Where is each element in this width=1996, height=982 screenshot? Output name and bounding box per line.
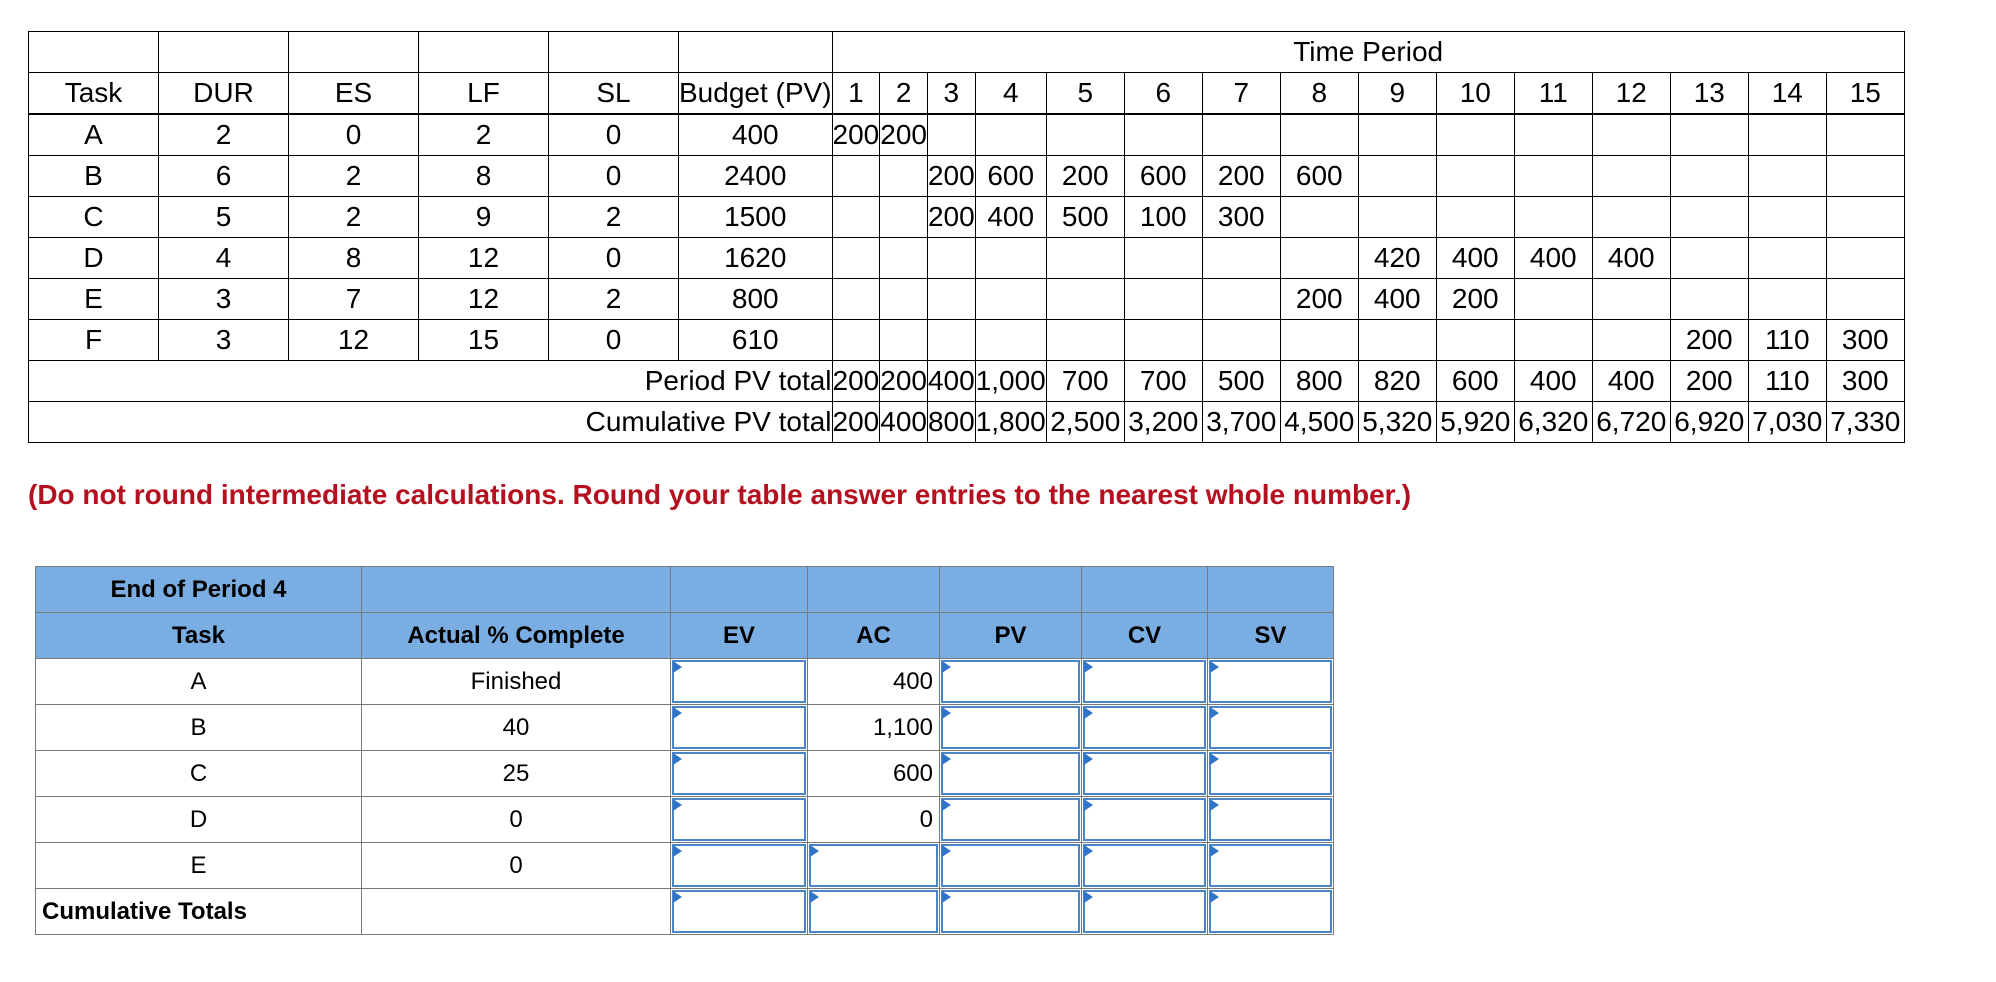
period-pv-total-row xyxy=(29,361,1905,402)
cell-task: C xyxy=(29,197,159,238)
answer-header-cv: CV xyxy=(1082,613,1208,659)
period-header: 5 xyxy=(1046,73,1124,115)
ac-e-input[interactable] xyxy=(809,844,938,887)
period-cell: 400 xyxy=(1592,238,1670,279)
period-cell: 200 xyxy=(1436,279,1514,320)
answer-row-task-a xyxy=(36,659,1334,705)
cell-lf: 8 xyxy=(419,156,549,197)
ev-c-input[interactable] xyxy=(672,752,806,795)
period-cell xyxy=(1358,156,1436,197)
pv-total-input[interactable] xyxy=(941,890,1080,933)
answer-row-task-e xyxy=(36,843,1334,889)
answer-task: A xyxy=(36,659,362,705)
pv-e-input[interactable] xyxy=(941,844,1080,887)
period-cell: 400 xyxy=(975,197,1046,238)
period-cell xyxy=(1514,114,1592,156)
period-header: 8 xyxy=(1280,73,1358,115)
period-cell xyxy=(1826,156,1904,197)
sv-a-cell xyxy=(1208,659,1334,705)
period-cell xyxy=(1358,320,1436,361)
total-cell: 820 xyxy=(1358,361,1436,402)
cv-d-input[interactable] xyxy=(1083,798,1206,841)
period-cell xyxy=(1046,320,1124,361)
period-cell xyxy=(1592,320,1670,361)
cv-e-cell xyxy=(1082,843,1208,889)
actual-pct-complete: 25 xyxy=(362,751,671,797)
period-cell xyxy=(1358,197,1436,238)
total-cell: 3,700 xyxy=(1202,402,1280,443)
cell-dur: 5 xyxy=(159,197,289,238)
cell-budget: 400 xyxy=(679,114,833,156)
cv-d-cell xyxy=(1082,797,1208,843)
cell-lf: 12 xyxy=(419,238,549,279)
period-cell xyxy=(1280,320,1358,361)
period-cell: 600 xyxy=(1124,156,1202,197)
total-cell: 5,920 xyxy=(1436,402,1514,443)
cell-sl: 0 xyxy=(549,156,679,197)
total-cell: 800 xyxy=(1280,361,1358,402)
total-cell: 1,000 xyxy=(975,361,1046,402)
period-cell xyxy=(1670,279,1748,320)
schedule-table xyxy=(28,31,1905,443)
cell-budget: 610 xyxy=(679,320,833,361)
ac-value: 400 xyxy=(808,659,940,705)
pv-d-input[interactable] xyxy=(941,798,1080,841)
answer-header-row xyxy=(36,613,1334,659)
cv-e-input[interactable] xyxy=(1083,844,1206,887)
period-cell: 200 xyxy=(832,114,880,156)
period-cell xyxy=(1046,238,1124,279)
cell-es: 2 xyxy=(289,156,419,197)
period-cell xyxy=(1358,114,1436,156)
cell-task: D xyxy=(29,238,159,279)
cell-lf: 12 xyxy=(419,279,549,320)
cumulative-pv-total-row-label: Cumulative PV total xyxy=(29,402,833,443)
cell-task: B xyxy=(29,156,159,197)
period-cell: 110 xyxy=(1748,320,1826,361)
period-cell xyxy=(927,238,975,279)
sv-a-input[interactable] xyxy=(1209,660,1332,703)
period-cell xyxy=(975,279,1046,320)
period-cell xyxy=(1592,279,1670,320)
total-cell: 4,500 xyxy=(1280,402,1358,443)
period-header: 1 xyxy=(832,73,880,115)
period-cell xyxy=(1436,197,1514,238)
ev-a-cell xyxy=(671,659,808,705)
period-cell xyxy=(1592,197,1670,238)
cell-budget: 1500 xyxy=(679,197,833,238)
cell-dur: 4 xyxy=(159,238,289,279)
period-cell: 420 xyxy=(1358,238,1436,279)
cv-total-cell xyxy=(1082,889,1208,935)
answer-header-actual-pct-complete: Actual % Complete xyxy=(362,613,671,659)
actual-pct-complete: 40 xyxy=(362,705,671,751)
answer-task: B xyxy=(36,705,362,751)
schedule-row-task-c xyxy=(29,197,1905,238)
total-cell: 800 xyxy=(927,402,975,443)
period-cell xyxy=(1826,238,1904,279)
cell-es: 2 xyxy=(289,197,419,238)
cell-lf: 15 xyxy=(419,320,549,361)
answer-header-ev: EV xyxy=(671,613,808,659)
cell-es: 0 xyxy=(289,114,419,156)
cell-budget: 1620 xyxy=(679,238,833,279)
period-cell xyxy=(880,238,928,279)
cell-es: 8 xyxy=(289,238,419,279)
pv-a-cell xyxy=(940,659,1082,705)
ev-d-cell xyxy=(671,797,808,843)
cell-es: 7 xyxy=(289,279,419,320)
pv-c-cell xyxy=(940,751,1082,797)
period-cell xyxy=(1748,238,1826,279)
cv-c-input[interactable] xyxy=(1083,752,1206,795)
total-cell: 6,320 xyxy=(1514,402,1592,443)
period-cell: 200 xyxy=(1202,156,1280,197)
period-cell xyxy=(880,279,928,320)
period-cell: 200 xyxy=(880,114,928,156)
actual-pct-complete: Finished xyxy=(362,659,671,705)
sv-c-cell xyxy=(1208,751,1334,797)
period-cell xyxy=(1124,320,1202,361)
cell-sl: 2 xyxy=(549,279,679,320)
period-cell xyxy=(832,156,880,197)
header-dur: DUR xyxy=(159,73,289,115)
period-cell xyxy=(1046,114,1124,156)
total-cell: 7,030 xyxy=(1748,402,1826,443)
cell-dur: 3 xyxy=(159,320,289,361)
period-cell xyxy=(880,320,928,361)
totals-pct-blank xyxy=(362,889,671,935)
ev-total-input[interactable] xyxy=(672,890,806,933)
answer-task: E xyxy=(36,843,362,889)
rounding-note: (Do not round intermediate calculations. Round your table answer entries to the nearest whole number.) xyxy=(28,479,1412,510)
period-cell xyxy=(1124,114,1202,156)
period-cell xyxy=(1748,197,1826,238)
total-cell: 5,320 xyxy=(1358,402,1436,443)
total-cell: 400 xyxy=(1514,361,1592,402)
ac-e-cell xyxy=(808,843,940,889)
cell-task: F xyxy=(29,320,159,361)
period-cell: 600 xyxy=(975,156,1046,197)
cell-sl: 0 xyxy=(549,320,679,361)
period-cell xyxy=(1826,279,1904,320)
period-cell xyxy=(1748,114,1826,156)
cumulative-totals-label: Cumulative Totals xyxy=(36,889,362,935)
pv-b-input[interactable] xyxy=(941,706,1080,749)
cell-es: 12 xyxy=(289,320,419,361)
cell-sl: 2 xyxy=(549,197,679,238)
total-cell: 6,720 xyxy=(1592,402,1670,443)
ev-b-cell xyxy=(671,705,808,751)
period-cell: 300 xyxy=(1202,197,1280,238)
answer-row-task-b xyxy=(36,705,1334,751)
period-cell xyxy=(832,197,880,238)
cell-budget: 2400 xyxy=(679,156,833,197)
header-es: ES xyxy=(289,73,419,115)
period-cell xyxy=(1826,197,1904,238)
total-cell: 400 xyxy=(1592,361,1670,402)
answer-task: D xyxy=(36,797,362,843)
ev-e-input[interactable] xyxy=(672,844,806,887)
total-cell: 700 xyxy=(1046,361,1124,402)
header-task: Task xyxy=(29,73,159,115)
period-cell xyxy=(832,279,880,320)
sv-d-cell xyxy=(1208,797,1334,843)
cell-dur: 6 xyxy=(159,156,289,197)
period-cell xyxy=(1592,156,1670,197)
period-cell xyxy=(927,279,975,320)
cv-a-cell xyxy=(1082,659,1208,705)
cell-budget: 800 xyxy=(679,279,833,320)
period-cell: 200 xyxy=(927,156,975,197)
total-cell: 700 xyxy=(1124,361,1202,402)
time-period-label: Time Period xyxy=(832,32,1904,73)
cell-task: E xyxy=(29,279,159,320)
sv-e-input[interactable] xyxy=(1209,844,1332,887)
period-cell xyxy=(880,156,928,197)
period-cell xyxy=(1280,238,1358,279)
ev-e-cell xyxy=(671,843,808,889)
total-cell: 200 xyxy=(832,402,880,443)
earned-value-answer-table xyxy=(35,566,1334,935)
answer-header-pv: PV xyxy=(940,613,1082,659)
total-cell: 7,330 xyxy=(1826,402,1904,443)
period-cell xyxy=(1436,114,1514,156)
cell-dur: 3 xyxy=(159,279,289,320)
period-cell xyxy=(1670,156,1748,197)
pv-b-cell xyxy=(940,705,1082,751)
schedule-row-task-f xyxy=(29,320,1905,361)
ac-value: 0 xyxy=(808,797,940,843)
total-cell: 200 xyxy=(1670,361,1748,402)
header-sl: SL xyxy=(549,73,679,115)
answer-header-ac: AC xyxy=(808,613,940,659)
total-cell: 200 xyxy=(880,361,928,402)
cv-b-cell xyxy=(1082,705,1208,751)
period-cell xyxy=(1436,156,1514,197)
cv-c-cell xyxy=(1082,751,1208,797)
sv-c-input[interactable] xyxy=(1209,752,1332,795)
cell-sl: 0 xyxy=(549,114,679,156)
ev-total-cell xyxy=(671,889,808,935)
time-period-row xyxy=(29,32,1905,73)
period-cell: 500 xyxy=(1046,197,1124,238)
pv-a-input[interactable] xyxy=(941,660,1080,703)
ac-value: 1,100 xyxy=(808,705,940,751)
ac-total-input[interactable] xyxy=(809,890,938,933)
period-cell: 300 xyxy=(1826,320,1904,361)
answer-row-task-d xyxy=(36,797,1334,843)
answer-header-sv: SV xyxy=(1208,613,1334,659)
period-cell: 200 xyxy=(1670,320,1748,361)
ev-a-input[interactable] xyxy=(672,660,806,703)
sv-total-input[interactable] xyxy=(1209,890,1332,933)
period-cell: 100 xyxy=(1124,197,1202,238)
period-cell xyxy=(1670,114,1748,156)
period-pv-total-row-label: Period PV total xyxy=(29,361,833,402)
total-cell: 200 xyxy=(832,361,880,402)
schedule-row-task-a xyxy=(29,114,1905,156)
schedule-row-task-e xyxy=(29,279,1905,320)
total-cell: 300 xyxy=(1826,361,1904,402)
cv-a-input[interactable] xyxy=(1083,660,1206,703)
period-header: 6 xyxy=(1124,73,1202,115)
period-header: 15 xyxy=(1826,73,1904,115)
period-cell: 200 xyxy=(927,197,975,238)
period-cell xyxy=(1046,279,1124,320)
header-lf: LF xyxy=(419,73,549,115)
period-header: 3 xyxy=(927,73,975,115)
period-cell xyxy=(927,114,975,156)
period-cell xyxy=(1514,320,1592,361)
period-cell: 400 xyxy=(1436,238,1514,279)
total-cell: 600 xyxy=(1436,361,1514,402)
sv-total-cell xyxy=(1208,889,1334,935)
period-header: 7 xyxy=(1202,73,1280,115)
cell-lf: 9 xyxy=(419,197,549,238)
period-cell xyxy=(1514,156,1592,197)
pv-d-cell xyxy=(940,797,1082,843)
schedule-header-row xyxy=(29,73,1905,115)
cumulative-pv-total-row xyxy=(29,402,1905,443)
answer-totals-row xyxy=(36,889,1334,935)
answer-task: C xyxy=(36,751,362,797)
total-cell: 1,800 xyxy=(975,402,1046,443)
period-cell xyxy=(975,320,1046,361)
period-cell xyxy=(975,238,1046,279)
period-cell: 400 xyxy=(1514,238,1592,279)
period-cell xyxy=(1826,114,1904,156)
actual-pct-complete: 0 xyxy=(362,797,671,843)
period-cell xyxy=(880,197,928,238)
cv-b-input[interactable] xyxy=(1083,706,1206,749)
schedule-row-task-d xyxy=(29,238,1905,279)
total-cell: 2,500 xyxy=(1046,402,1124,443)
cell-dur: 2 xyxy=(159,114,289,156)
period-cell xyxy=(1514,279,1592,320)
actual-pct-complete: 0 xyxy=(362,843,671,889)
period-cell xyxy=(927,320,975,361)
schedule-row-task-b xyxy=(29,156,1905,197)
ac-value: 600 xyxy=(808,751,940,797)
period-header: 2 xyxy=(880,73,928,115)
period-cell xyxy=(1202,320,1280,361)
period-cell xyxy=(1202,114,1280,156)
sv-b-cell xyxy=(1208,705,1334,751)
period-header: 11 xyxy=(1514,73,1592,115)
period-cell xyxy=(975,114,1046,156)
total-cell: 3,200 xyxy=(1124,402,1202,443)
period-header: 10 xyxy=(1436,73,1514,115)
sv-e-cell xyxy=(1208,843,1334,889)
ev-b-input[interactable] xyxy=(672,706,806,749)
pv-e-cell xyxy=(940,843,1082,889)
period-cell xyxy=(1592,114,1670,156)
period-header: 13 xyxy=(1670,73,1748,115)
period-cell xyxy=(1670,238,1748,279)
total-cell: 110 xyxy=(1748,361,1826,402)
period-cell: 200 xyxy=(1046,156,1124,197)
cell-sl: 0 xyxy=(549,238,679,279)
period-cell xyxy=(1280,197,1358,238)
header-budget: Budget (PV) xyxy=(679,73,833,115)
period-cell xyxy=(1202,279,1280,320)
sv-b-input[interactable] xyxy=(1209,706,1332,749)
pv-total-cell xyxy=(940,889,1082,935)
period-cell xyxy=(1124,279,1202,320)
ev-c-cell xyxy=(671,751,808,797)
period-cell xyxy=(1436,320,1514,361)
answer-row-task-c xyxy=(36,751,1334,797)
total-cell: 400 xyxy=(927,361,975,402)
period-header: 4 xyxy=(975,73,1046,115)
total-cell: 6,920 xyxy=(1670,402,1748,443)
cell-task: A xyxy=(29,114,159,156)
period-cell: 600 xyxy=(1280,156,1358,197)
pv-c-input[interactable] xyxy=(941,752,1080,795)
period-cell xyxy=(1748,279,1826,320)
period-cell xyxy=(1280,114,1358,156)
period-cell xyxy=(832,238,880,279)
answer-header-task: Task xyxy=(36,613,362,659)
cv-total-input[interactable] xyxy=(1083,890,1206,933)
period-cell xyxy=(832,320,880,361)
answer-title-row xyxy=(36,567,1334,613)
total-cell: 500 xyxy=(1202,361,1280,402)
period-cell xyxy=(1748,156,1826,197)
period-cell xyxy=(1670,197,1748,238)
period-header: 14 xyxy=(1748,73,1826,115)
cell-lf: 2 xyxy=(419,114,549,156)
total-cell: 400 xyxy=(880,402,928,443)
period-cell xyxy=(1124,238,1202,279)
period-cell xyxy=(1514,197,1592,238)
answer-table-title: End of Period 4 xyxy=(36,567,362,613)
sv-d-input[interactable] xyxy=(1209,798,1332,841)
ev-d-input[interactable] xyxy=(672,798,806,841)
ac-total-cell xyxy=(808,889,940,935)
period-header: 12 xyxy=(1592,73,1670,115)
period-header: 9 xyxy=(1358,73,1436,115)
period-cell: 400 xyxy=(1358,279,1436,320)
period-cell: 200 xyxy=(1280,279,1358,320)
period-cell xyxy=(1202,238,1280,279)
